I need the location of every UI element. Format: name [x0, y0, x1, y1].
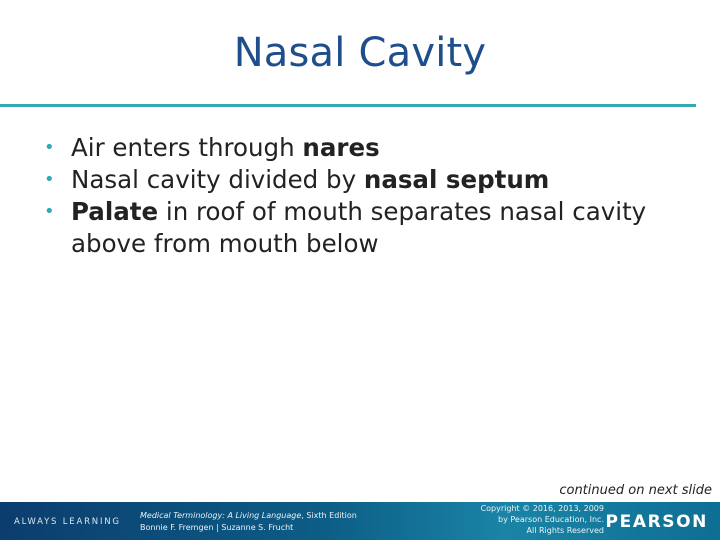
pearson-logo: PEARSON [605, 512, 708, 532]
bullet-item [44, 196, 704, 260]
bullet-item [44, 164, 704, 196]
footer-brand-tagline: ALWAYS LEARNING [14, 517, 121, 527]
continued-note: continued on next slide [559, 483, 712, 498]
footer-copyright [481, 503, 604, 536]
title-divider [0, 104, 696, 107]
book-title-line [140, 510, 357, 522]
bullet-term: Palate [71, 197, 159, 226]
footer-bar [0, 502, 720, 540]
bullet-term: nares [302, 133, 380, 162]
slide-title: Nasal Cavity [233, 30, 487, 76]
book-title: Medical Terminology: A Living Language [140, 511, 302, 520]
bullet-text: Air enters through [71, 133, 303, 162]
bullet-term: nasal septum [363, 165, 550, 194]
bullet-marker: • [44, 201, 55, 222]
copyright-line: Copyright © 2016, 2013, 2009 [480, 504, 604, 513]
book-edition: , Sixth Edition [301, 511, 357, 520]
book-authors: Bonnie F. Fremgen | Suzanne S. Frucht [140, 523, 294, 532]
bullet-marker: • [44, 137, 55, 158]
bullet-text: in roof of mouth separates nasal cavity above from mouth below [71, 197, 647, 258]
bullet-marker: • [44, 169, 55, 190]
copyright-line: All Rights Reserved [526, 526, 604, 535]
bullet-list [44, 132, 704, 260]
footer-book-info [140, 510, 357, 534]
bullet-item [44, 132, 704, 164]
copyright-line: by Pearson Education, Inc. [498, 515, 604, 524]
bullet-text: Nasal cavity divided by [71, 165, 364, 194]
